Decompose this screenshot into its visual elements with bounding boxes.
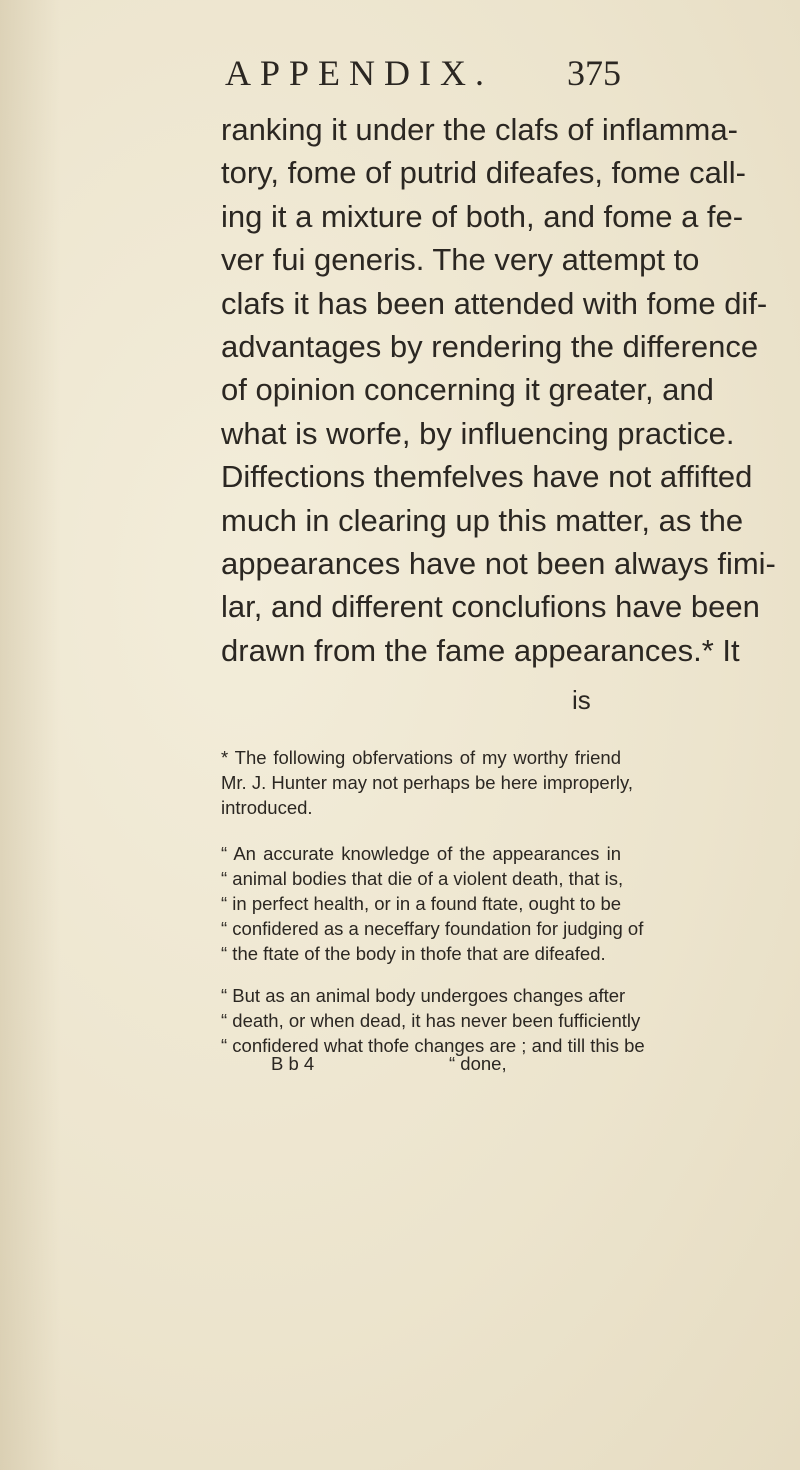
- body-line: ver fui generis. The very attempt to: [221, 242, 700, 278]
- body-line: of opinion concerning it greater, and: [221, 372, 714, 408]
- body-line: ranking it under the clafs of inflamma-: [221, 112, 738, 147]
- body-text: [221, 108, 776, 672]
- body-line: ing it a mixture of both, and fome a fe-: [221, 198, 744, 234]
- footnote-quote-line: “ animal bodies that die of a violent death, that is,: [221, 868, 624, 889]
- footnote-intro-line: Mr. J. Hunter may not perhaps be here improperly,: [221, 772, 633, 793]
- running-head: [0, 48, 800, 98]
- body-catchword: is: [572, 685, 591, 715]
- footnote-intro-line: * The following obfervations of my worthy friend: [221, 747, 621, 768]
- body-line: tory, fome of putrid difeafes, fome call-: [221, 155, 746, 191]
- footnote-quote-line: “ in perfect health, or in a found ftate, ought to be: [221, 893, 622, 914]
- footnote-quote-line: “ the ftate of the body in thofe that are difeafed.: [221, 943, 606, 964]
- body-line: clafs it has been attended with fome dif-: [221, 285, 768, 321]
- footnote: [221, 745, 645, 1058]
- body-line: much in clearing up this matter, as the: [221, 502, 744, 538]
- footnote-gap: [221, 966, 621, 983]
- footnote-catchword: “ done,: [449, 1053, 507, 1074]
- signature-mark: B b 4: [271, 1053, 315, 1074]
- body-line: lar, and different conclufions have been: [221, 589, 760, 625]
- footnote-quote-line: “ An accurate knowledge of the appearances in: [221, 843, 621, 864]
- page-number: 375: [567, 53, 621, 93]
- body-line: Diffections themfelves have not affifted: [221, 459, 753, 495]
- running-title: APPENDIX.: [225, 53, 494, 93]
- footnote-quote-line: “ death, or when dead, it has never been fufficiently: [221, 1010, 641, 1031]
- footnote-quote-line: “ confidered as a neceffary foundation for judging of: [221, 918, 644, 939]
- footnote-intro-line: introduced.: [221, 797, 313, 818]
- footnote-quote-line: “ confidered what thofe changes are ; and till this be: [221, 1035, 645, 1056]
- body-line: drawn from the fame appearances.* It: [221, 632, 740, 668]
- page-stain: [0, 0, 60, 1470]
- footnote-quote-line: “ But as an animal body undergoes changes after: [221, 985, 626, 1006]
- body-line: what is worfe, by influencing practice.: [221, 415, 735, 451]
- footnote-gap: [221, 820, 621, 841]
- body-line: appearances have not been always fimi-: [221, 545, 776, 581]
- page-foot: [221, 1051, 621, 1076]
- body-line: advantages by rendering the difference: [221, 328, 759, 364]
